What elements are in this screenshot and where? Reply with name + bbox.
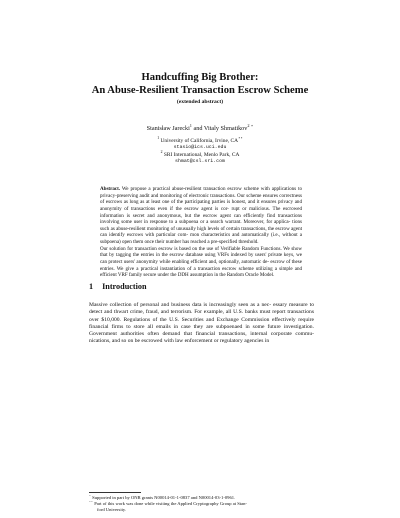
author-2-name: Vitaly Shmatikov (203, 125, 248, 132)
affiliation-2-mark: 2 (160, 150, 163, 155)
intro-text (89, 302, 314, 346)
abstract-line: scheme with applications to privacy-preserving audit and monitoring of (100, 186, 302, 199)
abstract-line: escrow scheme utilizing a simple and efficient VRF family secure under (100, 265, 302, 279)
author-line (0, 122, 400, 132)
affiliation-2-email: shmat@csl.sri.com (175, 159, 225, 164)
body-line: Massive collection of personal and business data is increasingly seen as a nec- (89, 302, 272, 308)
footnote-1-mark: ⋆ (89, 493, 92, 498)
affiliation-2 (0, 152, 400, 159)
abstract-line: long as at least one of the participating parties is honest, and it ensures (129, 199, 277, 206)
body-line: authorities often demand that financial transactions, internal corporate commu- (120, 331, 314, 338)
title-line-1: Handcuffing Big Brother: (141, 72, 259, 83)
abstract-line: tions such as abuse-resilient monitoring of unusually high levels of certain (100, 219, 302, 232)
footnote-2 (89, 501, 314, 507)
abstract-line: escrow of these entries. We give a practical instantiation of a transaction (100, 258, 302, 272)
paper-title (0, 71, 400, 97)
abstract-line: in response to a subpoena or a search warrant. Moreover, for applica- (143, 219, 291, 226)
abstract-line: Random Functions. We show that by tagging the entries in the escrow (100, 245, 302, 259)
abstract-line: but the escrow agent can efficiently find transactions involving some user (100, 212, 303, 226)
abstract-line: users' anonymity while enabling efficient and, optionally, automatic de- (123, 258, 270, 265)
affiliation-2-text: SRI International, Menlo Park, CA (163, 152, 240, 158)
body-line: nications, and so on be escrowed with law enforcement or regulatory agencies in (89, 338, 270, 345)
abstract-line: rupt or malicious. The escrowed information is secret and anonymous, (100, 205, 303, 219)
abstract-line: database using VRFs indexed by users' private keys, we can protect (100, 252, 303, 265)
author-1-mark: 1 (189, 122, 192, 128)
footnote-2-continued: ford University. (97, 507, 127, 512)
abstract-line: the DDH assumption in the Random Oracle Model. (170, 272, 275, 279)
section-title: Introduction (102, 282, 147, 291)
abstract (100, 186, 302, 279)
section-heading (89, 282, 147, 291)
footnote-rule (89, 492, 141, 493)
affiliation-1-mark: 1 (157, 136, 160, 141)
abstract-line: mon characteristics and automatically (i.e., without a subpoena) open (100, 232, 302, 245)
abstract-para-2 (100, 246, 302, 279)
body-line: essary measure to detect and thwart crime, fraud, and terrorism. For example, (89, 302, 314, 316)
body-line: Securities and Exchange Commission effectively require financial firms to store (89, 316, 315, 330)
author-conjunction: and (193, 125, 203, 132)
section-number: 1 (89, 282, 94, 291)
abstract-line: We propose a practical abuse-resilient transaction escrow (121, 186, 242, 192)
abstract-line: transactions, the escrow agent can identify escrows with particular com- (100, 225, 302, 239)
author-1-name: Stanisław Jarecki (146, 125, 190, 132)
abstract-line: electronic transactions. Our scheme ensures correctness of escrows as (100, 192, 302, 206)
author-2-mark: 2 ⋆ (247, 122, 254, 128)
affiliation-1 (0, 138, 400, 145)
body-line: all emails in case they are subpoenaed in some future investigation. Government (89, 323, 314, 338)
footnote-2-mark: ⋆⋆ (89, 499, 94, 504)
footnote-1-text: Supported in part by ONR grants N00014-01-1-0837 and N00014-03-1-0961. (92, 495, 236, 500)
abstract-para-1 (100, 186, 302, 246)
title-line-2: An Abuse-Resilient Transaction Escrow Scheme (91, 85, 309, 96)
abstract-line: Our solution for transaction escrow is based on the use of Verifiable (100, 245, 241, 252)
intro-paragraph (89, 302, 314, 346)
body-line: all U.S. banks must report transactions over $10,000. Regulations of the U.S. (89, 309, 314, 323)
abstract-label: Abstract. (100, 186, 121, 192)
affiliation-1-text: University of California, Irvine, CA (160, 138, 239, 144)
footnote-2-text: Part of this work was done while visiting the Applied Cryptography Group at Stan- (94, 501, 247, 506)
affiliation-1-email: stasio@ics.uci.edu (173, 145, 227, 150)
abstract-line: privacy and anonymity of transactions even if the escrow agent is cor- (100, 199, 302, 212)
abstract-line: them once their number has reached a pre-specified threshold. (133, 239, 259, 245)
affiliation-1-note: ⋆⋆ (238, 136, 243, 141)
paper-subtitle: (extended abstract) (176, 99, 224, 105)
